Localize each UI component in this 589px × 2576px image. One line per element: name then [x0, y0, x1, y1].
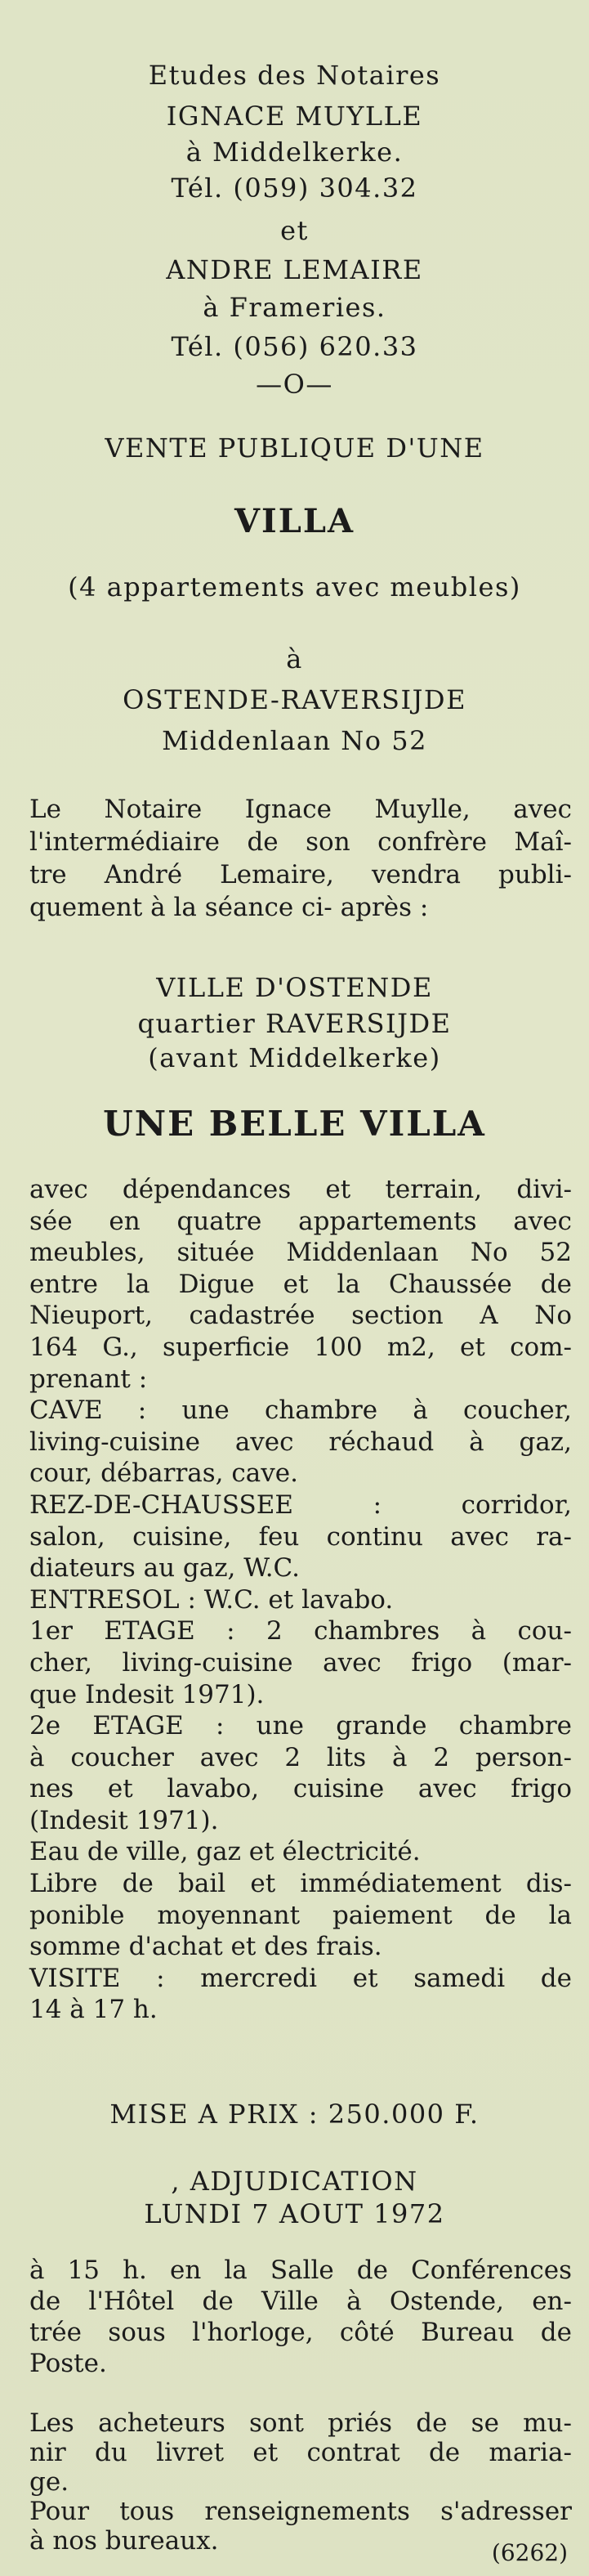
- description-line: VISITE : mercredi et samedi de: [29, 1963, 572, 1993]
- buyers-line: Pour tous renseignements s'adresser: [29, 2497, 572, 2526]
- description-line: cher, living-cuisine avec frigo (mar-: [29, 1647, 572, 1678]
- notary2-city: à Frameries.: [203, 292, 386, 323]
- description-line: nes et lavabo, cuisine avec frigo: [29, 1774, 572, 1804]
- villa-subtitle: (4 appartements avec meubles): [68, 571, 521, 603]
- starting-price: MISE A PRIX : 250.000 F.: [109, 2099, 480, 2130]
- villa-title: VILLA: [234, 502, 355, 540]
- adjudication-date: LUNDI 7 AOUT 1972: [144, 2198, 445, 2229]
- notary1-city: à Middelkerke.: [185, 137, 404, 168]
- description-line: living-cuisine avec réchaud à gaz,: [29, 1427, 572, 1457]
- location-name: OSTENDE-RAVERSIJDE: [123, 684, 466, 715]
- and-word: et: [280, 215, 309, 246]
- separator: —O—: [256, 369, 333, 400]
- description-line: que Indesit 1971).: [29, 1679, 265, 1709]
- description-line: meubles, située Middenlaan No 52: [29, 1238, 572, 1268]
- notary2-tel: Tél. (056) 620.33: [171, 331, 418, 362]
- description-line: sée en quatre appartements avec: [29, 1206, 572, 1236]
- description-line: CAVE : une chambre à coucher,: [29, 1396, 572, 1426]
- description-line: REZ-DE-CHAUSSEE : corridor,: [29, 1490, 572, 1520]
- reference-number: (6262): [491, 2539, 568, 2566]
- buyers-line: Les acheteurs sont priés de se mu-: [29, 2408, 572, 2438]
- location-paragraph: [29, 2255, 572, 2379]
- description-line: salon, cuisine, feu continu avec ra-: [29, 1521, 572, 1552]
- description-line: Libre de bail et immédiatement dis-: [29, 1869, 572, 1899]
- buyers-line: nir du livret et contrat de maria-: [29, 2438, 572, 2467]
- description-line: entre la Digue et la Chaussée de: [29, 1269, 572, 1299]
- notary1-name: IGNACE MUYLLE: [166, 101, 423, 132]
- intro-paragraph: [29, 793, 572, 924]
- intro-line: quement à la séance ci- après :: [29, 893, 429, 922]
- intro-line: tre André Lemaire, vendra publi-: [29, 860, 572, 889]
- description-line: 164 G., superficie 100 m2, et com-: [29, 1332, 572, 1362]
- buyers-paragraph: [29, 2408, 572, 2556]
- place-quarter: quartier RAVERSIJDE: [137, 1008, 452, 1039]
- description-line: diateurs au gaz, W.C.: [29, 1553, 301, 1584]
- location-line: de l'Hôtel de Ville à Ostende, en-: [29, 2287, 572, 2316]
- description-line: 14 à 17 h.: [29, 1995, 158, 2025]
- description-line: 2e ETAGE : une grande chambre: [29, 1711, 572, 1741]
- description-line: somme d'achat et des frais.: [29, 1932, 382, 1962]
- description-line: 1er ETAGE : 2 chambres à cou-: [29, 1616, 572, 1646]
- notary1-tel: Tél. (059) 304.32: [171, 172, 418, 204]
- location-line: trée sous l'horloge, côté Bureau de: [29, 2318, 572, 2347]
- location-address: Middenlaan No 52: [162, 725, 427, 756]
- adjudication-label: , ADJUDICATION: [171, 2166, 418, 2197]
- description-paragraph: [29, 1174, 572, 2026]
- intro-line: Le Notaire Ignace Muylle, avec: [29, 795, 572, 824]
- location-line: Poste.: [29, 2349, 107, 2378]
- notary2-name: ANDRE LEMAIRE: [166, 254, 423, 285]
- notaries-heading: Etudes des Notaires: [148, 60, 441, 91]
- description-line: Nieuport, cadastrée section A No: [29, 1301, 572, 1331]
- description-line: ENTRESOL : W.C. et lavabo.: [29, 1584, 394, 1615]
- description-line: (Indesit 1971).: [29, 1805, 219, 1835]
- description-line: ponible moyennant paiement de la: [29, 1900, 572, 1930]
- sale-type: VENTE PUBLIQUE D'UNE: [105, 432, 484, 464]
- description-line: Eau de ville, gaz et électricité.: [29, 1837, 421, 1867]
- description-line: cour, débarras, cave.: [29, 1458, 298, 1489]
- place-city: VILLE D'OSTENDE: [156, 972, 433, 1003]
- intro-line: l'intermédiaire de son confrère Maî-: [29, 827, 572, 857]
- a-word: à: [286, 643, 303, 674]
- place-near: (avant Middelkerke): [148, 1042, 441, 1073]
- buyers-line: à nos bureaux.: [29, 2526, 219, 2556]
- description-line: à coucher avec 2 lits à 2 person-: [29, 1742, 572, 1772]
- main-title: UNE BELLE VILLA: [103, 1104, 486, 1144]
- description-line: avec dépendances et terrain, divi-: [29, 1175, 572, 1204]
- description-line: prenant :: [29, 1364, 148, 1394]
- location-line: à 15 h. en la Salle de Conférences: [29, 2256, 572, 2285]
- buyers-line: ge.: [29, 2467, 69, 2497]
